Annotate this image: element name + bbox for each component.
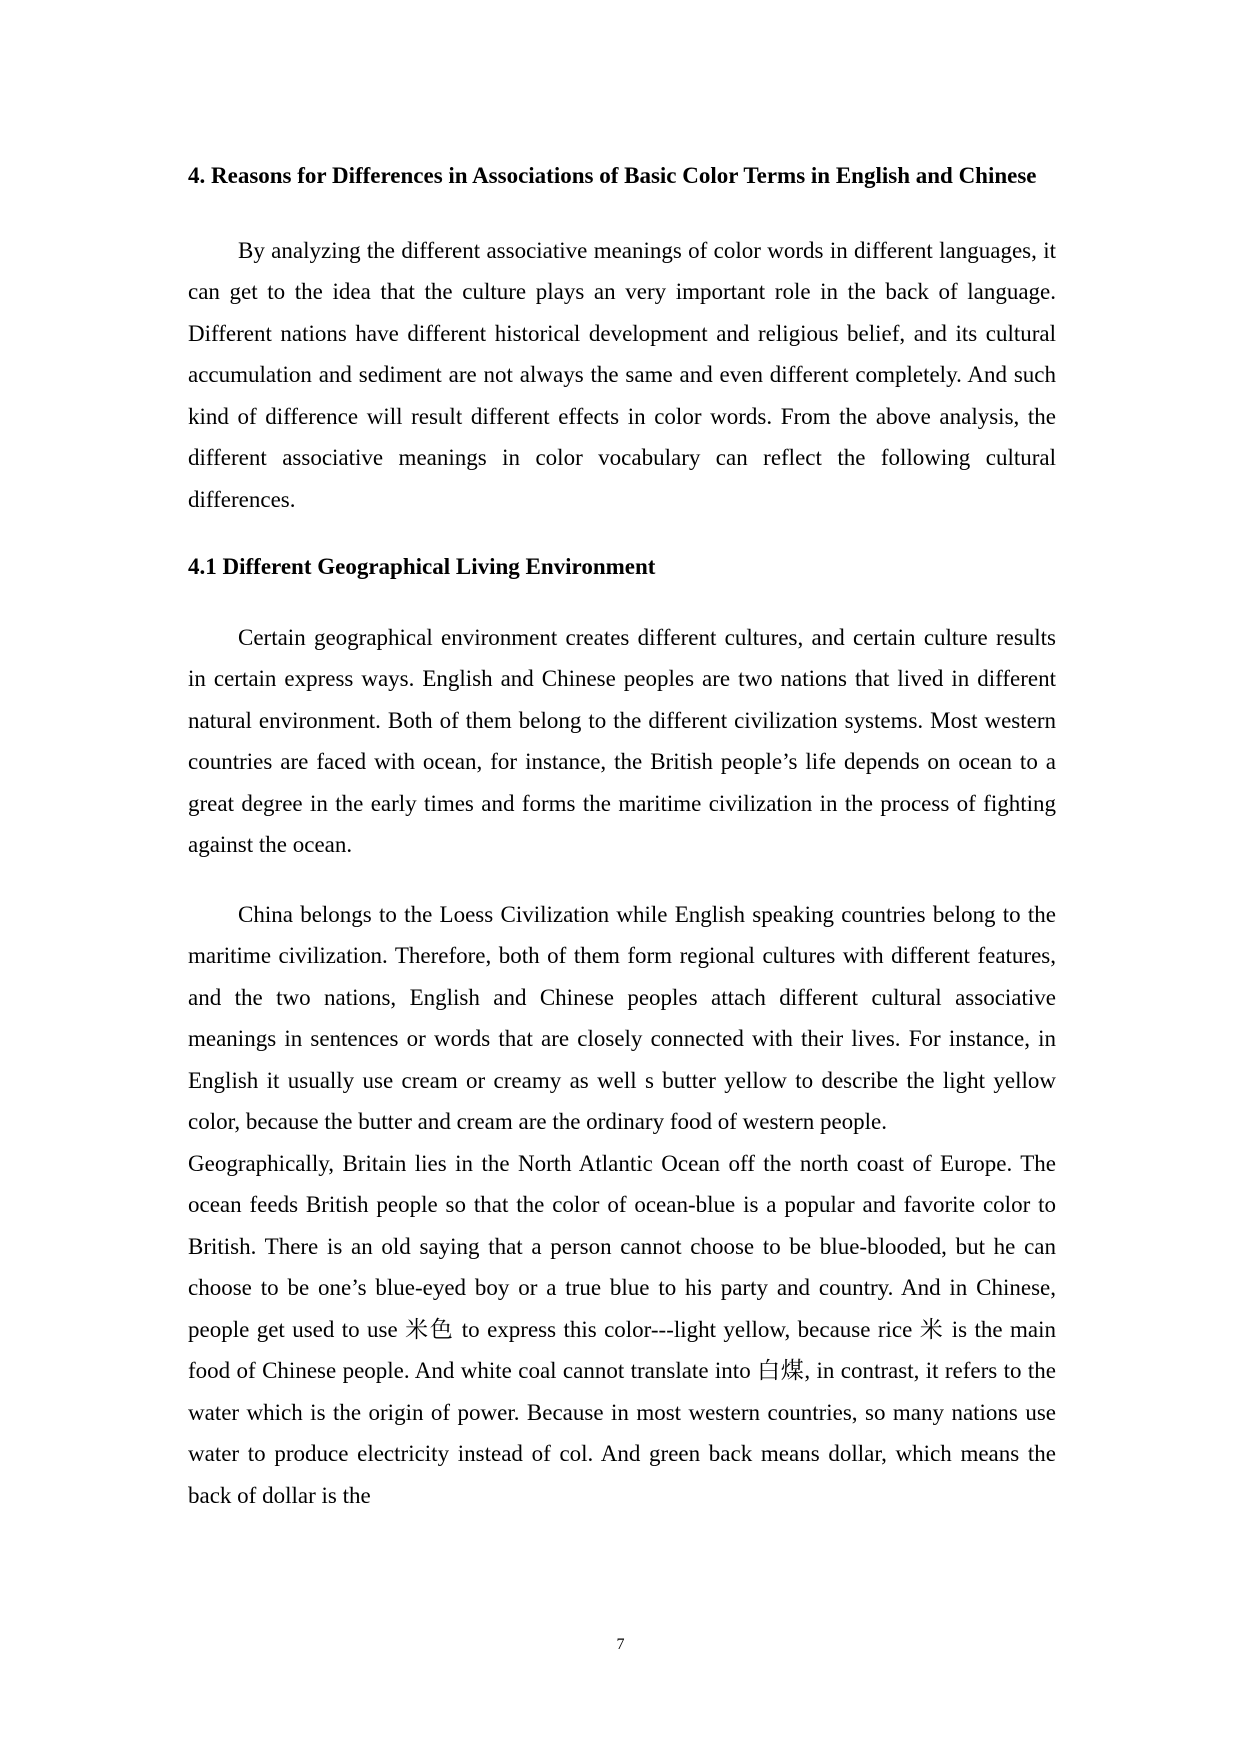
subsection-paragraph: China belongs to the Loess Civilization while English speaking countries belong to the maritime civilization. Therefore, both of them form regional cultures with different features, and the two nations, English and Chinese peoples attach different cultural associative meanings in sentences or words that are closely connected with their lives. For instance, in English it usually use cream or creamy as well s butter yellow to describe the light yellow color, because the butter and cream are the ordinary food of western people. [188, 901, 1056, 1134]
page-number: 7 [616, 1636, 625, 1653]
subsection-heading: 4.1 Different Geographical Living Environment [188, 554, 656, 579]
paragraph-spacer [188, 866, 1056, 894]
document-page [188, 155, 1056, 1516]
subsection-paragraph: Certain geographical environment creates different cultures, and certain culture results in certain express ways. English and Chinese peoples are two nations that lived in different natural environment. Both of them belong to the different civilization systems. Most western countries are faced with ocean, for instance, the British people’s life depends on ocean to a great degree in the early times and forms the maritime civilization in the process of fighting against the ocean. [188, 624, 1056, 857]
section-heading: 4. Reasons for Differences in Associations of Basic Color Terms in English and Chinese [188, 163, 1037, 188]
subsection-paragraph: Geographically, Britain lies in the North Atlantic Ocean off the north coast of Europe. The ocean feeds British people so that the color of ocean-blue is a popular and favorite color to British. There is an old saying that a person cannot choose to be blue-blooded, but he can choose to be one’s blue-eyed boy or a true blue to his party and country. And in Chinese, people get used to use 米色 to express this color---light yellow, because rice 米 is the main food of Chinese people. And white coal cannot translate into 白煤, in contrast, it refers to the water which is the origin of power. Because in most western countries, so many nations use water to produce electricity instead of col. And green back means dollar, which means the back of dollar is the [188, 1150, 1056, 1508]
section-paragraph: By analyzing the different associative meanings of color words in different languages, it can get to the idea that the culture plays an very important role in the back of language. Different nations have different historical development and religious belief, and its cultural accumulation and sediment are not always the same and even different completely. And such kind of difference will result different effects in color words. From the above analysis, the different associative meanings in color vocabulary can reflect the following cultural differences. [188, 237, 1056, 512]
